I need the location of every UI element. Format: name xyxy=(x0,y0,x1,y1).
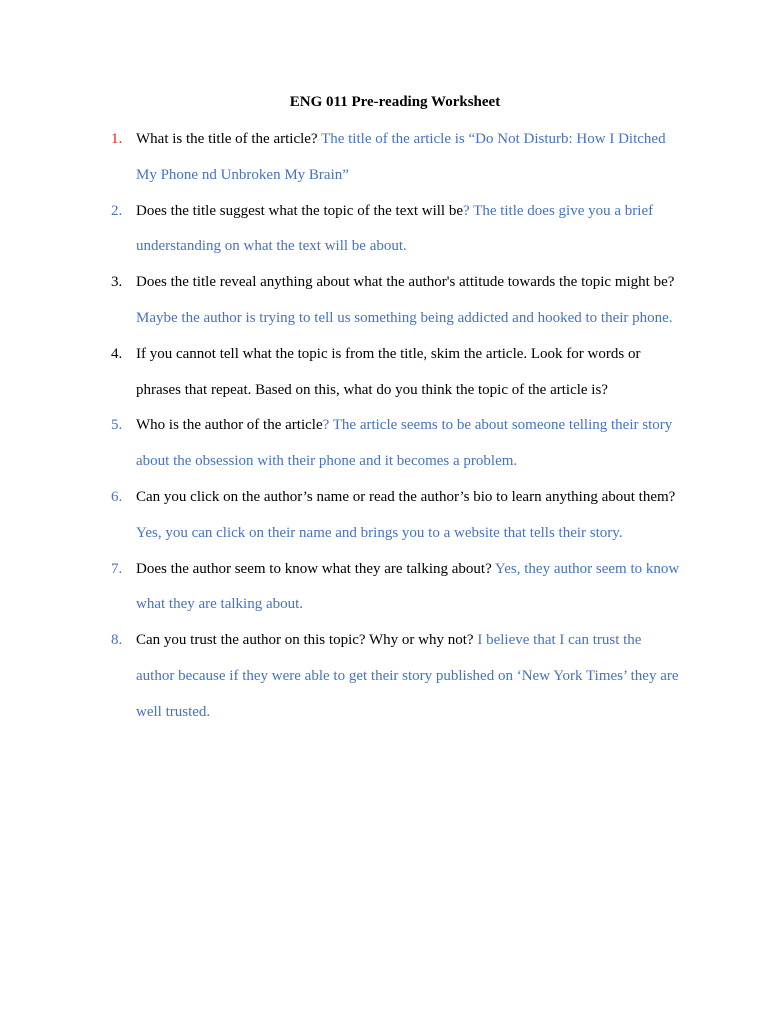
question-text: Can you click on the author’s name or read the author’s bio to learn anything about them? xyxy=(136,488,676,505)
answer-text: The title of the article is “Do Not Disturb: How I Ditched My Phone nd Unbroken My Brain” xyxy=(136,131,666,183)
item-number: 7. xyxy=(111,560,123,577)
list-item xyxy=(111,122,681,194)
question-text: If you cannot tell what the topic is from the title, skim the article. Look for words or phrases that repeat. Based on this, what do you think the topic of the article is? xyxy=(136,345,641,398)
item-number: 5. xyxy=(111,417,123,434)
item-number: 2. xyxy=(111,202,123,219)
question-text: Can you trust the author on this topic? Why or why not? xyxy=(136,632,474,649)
item-number: 8. xyxy=(111,632,123,649)
item-number: 4. xyxy=(111,345,123,362)
answer-text: Yes, they author seem to know what they are talking about. xyxy=(136,560,680,613)
question-text: Does the title reveal anything about what the author's attitude towards the topic might be? xyxy=(136,274,675,291)
list-item xyxy=(111,552,681,624)
question-text: Does the author seem to know what they are talking about? xyxy=(136,560,492,577)
question-text: What is the title of the article? xyxy=(136,131,318,147)
item-number: 6. xyxy=(111,488,123,505)
list-item xyxy=(111,194,681,266)
list-item xyxy=(111,265,681,337)
list-item xyxy=(111,337,681,409)
item-number: 3. xyxy=(111,274,123,291)
question-text: Who is the author of the article xyxy=(136,417,323,434)
answer-text: I believe that I can trust the author because if they were able to get their story published on ‘New York Times’ they are well trusted. xyxy=(136,632,679,720)
question-text: Does the title suggest what the topic of the text will be xyxy=(136,202,464,219)
list-item xyxy=(111,480,681,552)
answer-text: ? The article seems to be about someone telling their story about the obsession with their phone and it becomes a problem. xyxy=(136,417,673,470)
answer-text: ? The title does give you a brief understanding on what the text will be about. xyxy=(136,202,654,255)
page-title: ENG 011 Pre-reading Worksheet xyxy=(289,94,501,110)
question-list xyxy=(111,122,681,731)
list-item xyxy=(111,408,681,480)
answer-text: Yes, you can click on their name and brings you to a website that tells their story. xyxy=(136,524,623,541)
answer-text: Maybe the author is trying to tell us something being addicted and hooked to their phone. xyxy=(136,309,673,326)
item-number: 1. xyxy=(111,131,123,147)
list-item xyxy=(111,623,681,730)
